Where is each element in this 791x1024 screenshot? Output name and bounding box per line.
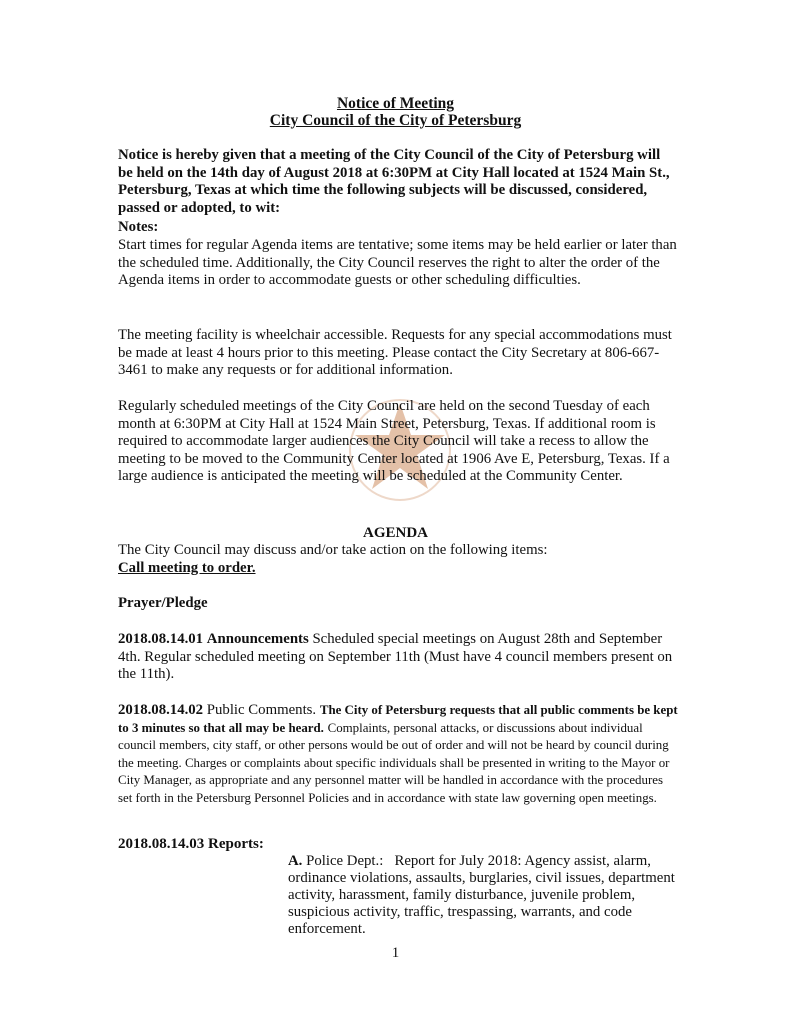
notice-intro: Notice is hereby given that a meeting of the City Council of the City of Petersburg will be held on the 14th day of August 2018 at 6:30PM at City Hall located at 1524 Main St., Petersburg, Texas at which time the following subjects will be discussed, considered, passed or adopted, to wit: <box>118 147 670 216</box>
notes-label: Notes: <box>118 219 159 235</box>
item-title: Announcements <box>206 631 309 647</box>
item-title: Reports: <box>208 836 264 852</box>
notice-title: Notice of Meeting <box>336 95 455 112</box>
notes-paragraph-1: Start times for regular Agenda items are tentative; some items may be held earlier or later than the scheduled time. Additionally, the City Council reserves the right to alter the order of the Agenda items in order to accommodate guests or other scheduling difficulties. <box>118 237 677 289</box>
agenda-item-reports <box>118 836 264 853</box>
notice-subtitle: City Council of the City of Petersburg <box>269 112 522 129</box>
item-text: Scheduled special meetings on August 28th and September 4th. Regular scheduled meeting on September 11th (Must have 4 council members present on the 11th). <box>118 631 673 683</box>
agenda-title: AGENDA <box>362 525 428 541</box>
item-id: 2018.08.14.02 <box>118 702 204 718</box>
notice-header <box>0 95 791 129</box>
page-number: 1 <box>391 945 400 961</box>
call-to-order: Call meeting to order. <box>118 560 256 576</box>
report-text: Report for July 2018: Agency assist, alarm, ordinance violations, assaults, burglaries, civil issues, department activity, harassment, family disturbance, juvenile problem, suspicious activity, traffic, trespassing, warrants, and code enforcement. <box>288 853 675 937</box>
agenda-intro: The City Council may discuss and/or take action on the following items: <box>118 542 548 558</box>
notes-paragraph-3: Regularly scheduled meetings of the City Council are held on the second Tuesday of each month at 6:30PM at City Hall at 1524 Main Street, Petersburg, Texas. If additional room is required to accommodate larger audiences the City Council will take a recess to allow the meeting to be moved to the Community Center located at 1906 Ave E, Petersburg, Texas. If a large audience is anticipated the meeting will be scheduled at the Community Center. <box>118 398 670 485</box>
item-id: 2018.08.14.01 <box>118 631 204 647</box>
report-dept: Police Dept.: <box>306 853 384 869</box>
report-police-dept <box>288 853 688 938</box>
report-label: A. <box>288 853 303 869</box>
prayer-pledge: Prayer/Pledge <box>118 595 208 611</box>
item-text: Complaints, personal attacks, or discussions about individual council members, city staff, or other persons would be out of order and will not be heard by council during the meeting. Charges or complaints about specific individuals shall be presented in writing to the Mayor or City Manager, as appropriate and any personnel matter will be handled in accordance with the procedures set forth in the Petersburg Personnel Policies and in accordance with state law governing open meetings. <box>118 720 670 805</box>
item-title: Public Comments. <box>206 702 317 718</box>
agenda-item-announcements <box>118 631 678 684</box>
item-bold-text: The City of Petersburg requests that all public comments be kept to 3 minutes so that all may be heard. <box>118 703 678 735</box>
notes-paragraph-2: The meeting facility is wheelchair accessible. Requests for any special accommodations must be made at least 4 hours prior to this meeting. Please contact the City Secretary at 806-667-3461 to make any requests or for additional information. <box>118 327 672 379</box>
agenda-item-public-comments <box>118 702 678 808</box>
item-id: 2018.08.14.03 <box>118 836 205 852</box>
